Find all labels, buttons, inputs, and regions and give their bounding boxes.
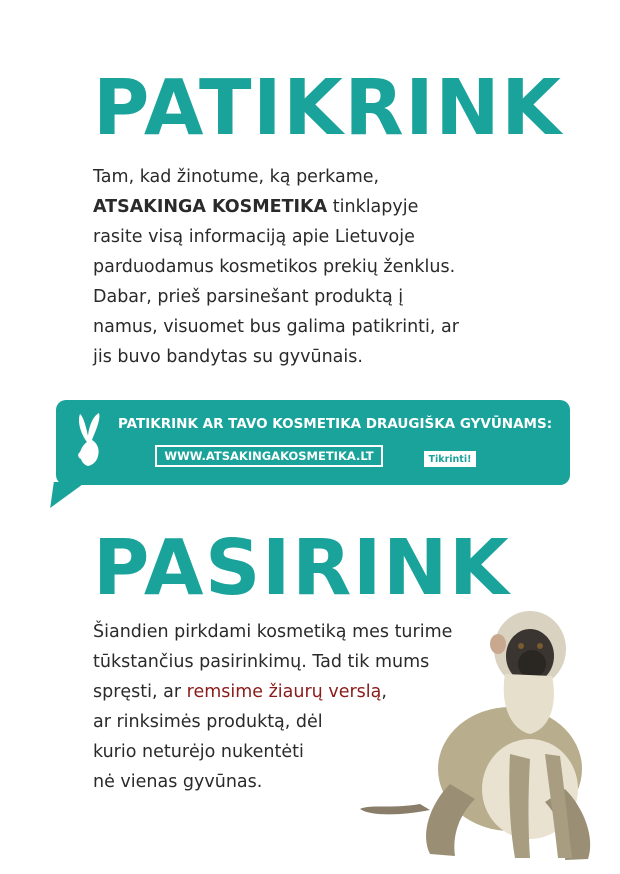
para2-line-6: nė vienas gyvūnas. [93,772,263,792]
para2-line-4: ar rinksimės produktą, dėl [93,712,323,732]
check-button[interactable]: Tikrinti! [424,451,476,467]
para2-line-3-pre: spręsti, ar [93,682,187,702]
para2-line-1: Šiandien pirkdami kosmetiką mes turime [93,622,453,642]
para2-line-2: tūkstančius pasirinkimų. Tad tik mums [93,652,430,672]
para1-line-5: Dabar, prieš parsinešant produktą į [93,287,404,307]
banner-heading: PATIKRINK AR TAVO KOSMETIKA DRAUGIŠKA GYVŪNAMS: [118,416,553,432]
website-url-link[interactable]: WWW.ATSAKINGAKOSMETIKA.LT [155,445,383,467]
para2-line-3-post: , [381,682,387,702]
para1-line-1: Tam, kad žinotume, ką perkame, [93,167,380,187]
highlight-cruel-business: remsime žiaurų verslą [186,682,382,702]
para1-line-7: jis buvo bandytas su gyvūnais. [93,347,363,367]
monkey-photo [360,604,620,866]
heading-patikrink: PATIKRINK [93,64,563,153]
heading-pasirink: PASIRINK [93,524,511,613]
para1-line-2-text: tinklapyje [332,197,419,217]
check-banner [56,400,570,485]
para2-line-5: kurio neturėjo nukentėti [93,742,304,762]
para1-line-2 [93,192,573,222]
intro-paragraph [93,162,573,372]
para1-line-6: namus, visuomet bus galima patikrinti, ar [93,317,459,337]
rabbit-icon [73,412,107,468]
para1-line-3: rasite visą informaciją apie Lietuvoje [93,227,415,247]
brand-name: ATSAKINGA KOSMETIKA [93,197,328,217]
banner-speech-tail [50,482,86,508]
para1-line-4: parduodamus kosmetikos prekių ženklus. [93,257,456,277]
